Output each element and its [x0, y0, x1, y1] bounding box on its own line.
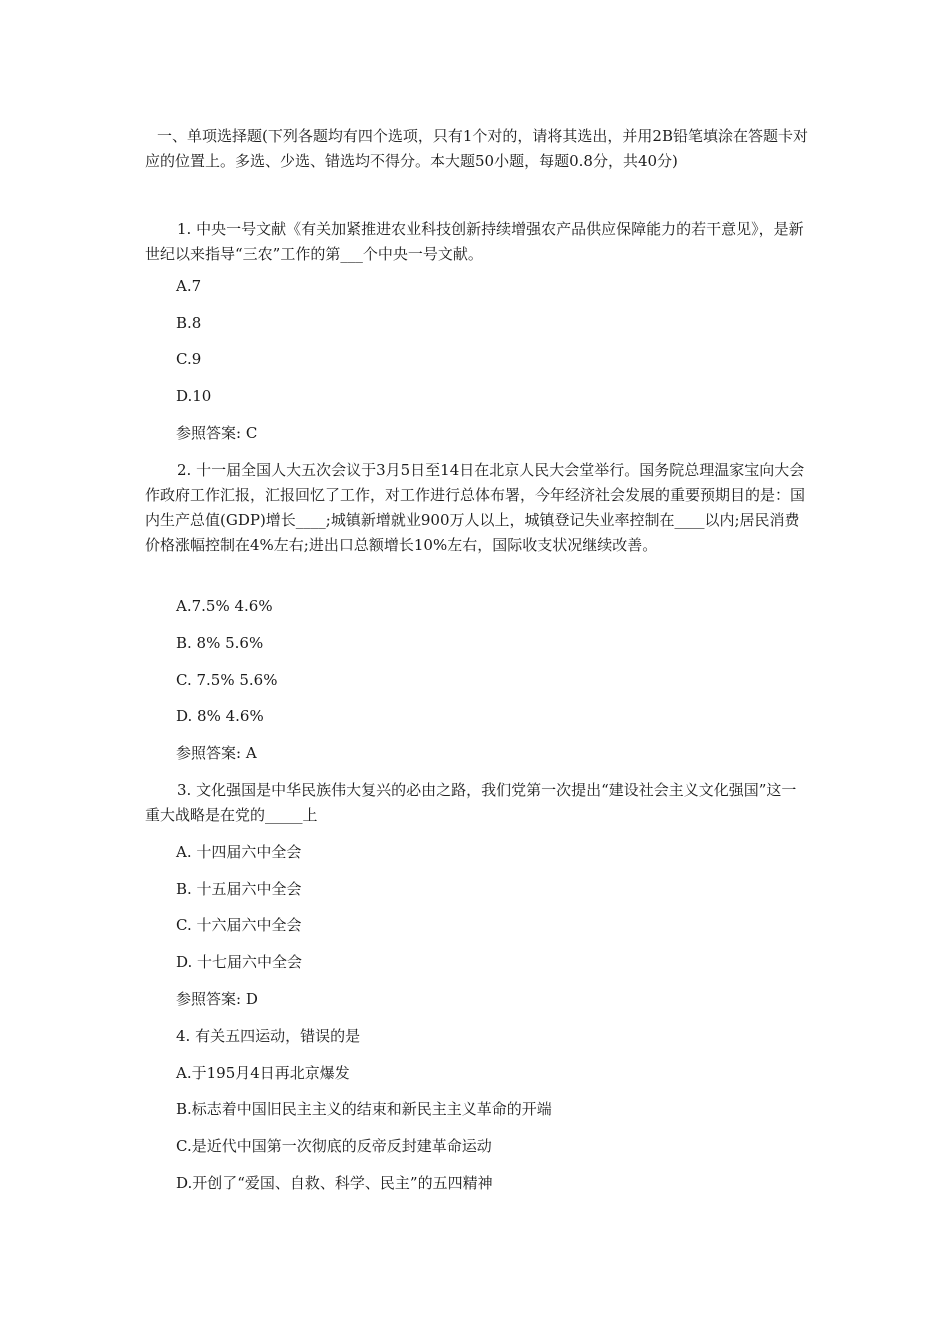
question-2-option-c: C. 7.5% 5.6% [176, 671, 278, 689]
question-4-option-d: D.开创了“爱国、自救、科学、民主”的五四精神 [176, 1174, 493, 1192]
question-1-answer: 参照答案: C [176, 424, 258, 442]
question-2-option-a: A.7.5% 4.6% [176, 597, 273, 615]
question-1-text: 1. 中央一号文献《有关加紧推进农业科技创新持续增强农产品供应保障能力的若干意见》，是新世纪以来指导“三农”工作的第___个中央一号文献。 [145, 220, 804, 263]
question-3-option-b: B. 十五届六中全会 [176, 880, 302, 898]
question-2-option-d: D. 8% 4.6% [176, 707, 264, 725]
question-1-option-c: C.9 [176, 350, 202, 368]
question-1-option-d: D.10 [176, 387, 212, 405]
question-2-answer: 参照答案: A [176, 744, 257, 762]
question-2-text: 2. 十一届全国人大五次会议于3月5日至14日在北京人民大会堂举行。国务院总理温家宝向大会作政府工作汇报，汇报回忆了工作，对工作进行总体布署，今年经济社会发展的重要预期目的是：国内生产总值(GDP)增长____;城镇新增就业900万人以上，城镇登记失业率控制在____以内;居民消费价格涨幅控制在4%左右;进出口总额增长10%左右，国际收支状况继续改善。 [145, 461, 806, 554]
question-1-option-b: B.8 [176, 314, 202, 332]
question-1-option-a: A.7 [176, 277, 202, 295]
question-4-option-c: C.是近代中国第一次彻底的反帝反封建革命运动 [176, 1137, 492, 1155]
question-4-option-a: A.于195月4日再北京爆发 [176, 1064, 350, 1082]
question-3-option-d: D. 十七届六中全会 [176, 953, 303, 971]
question-3-answer: 参照答案: D [176, 990, 258, 1008]
question-3-option-c: C. 十六届六中全会 [176, 916, 302, 934]
section-heading: 一、单项选择题(下列各题均有四个选项，只有1个对的，请将其选出，并用2B铅笔填涂在答题卡对应的位置上。多选、少选、错选均不得分。本大题50小题，每题0.8分，共40分) [145, 127, 808, 170]
question-4-option-b: B.标志着中国旧民主主义的结束和新民主主义革命的开端 [176, 1100, 552, 1118]
question-3-option-a: A. 十四届六中全会 [176, 843, 302, 861]
question-2-option-b: B. 8% 5.6% [176, 634, 264, 652]
question-3-text: 3. 文化强国是中华民族伟大复兴的必由之路，我们党第一次提出“建设社会主义文化强国”这一重大战略是在党的_____上 [145, 781, 797, 824]
question-4-text: 4. 有关五四运动，错误的是 [176, 1027, 361, 1045]
